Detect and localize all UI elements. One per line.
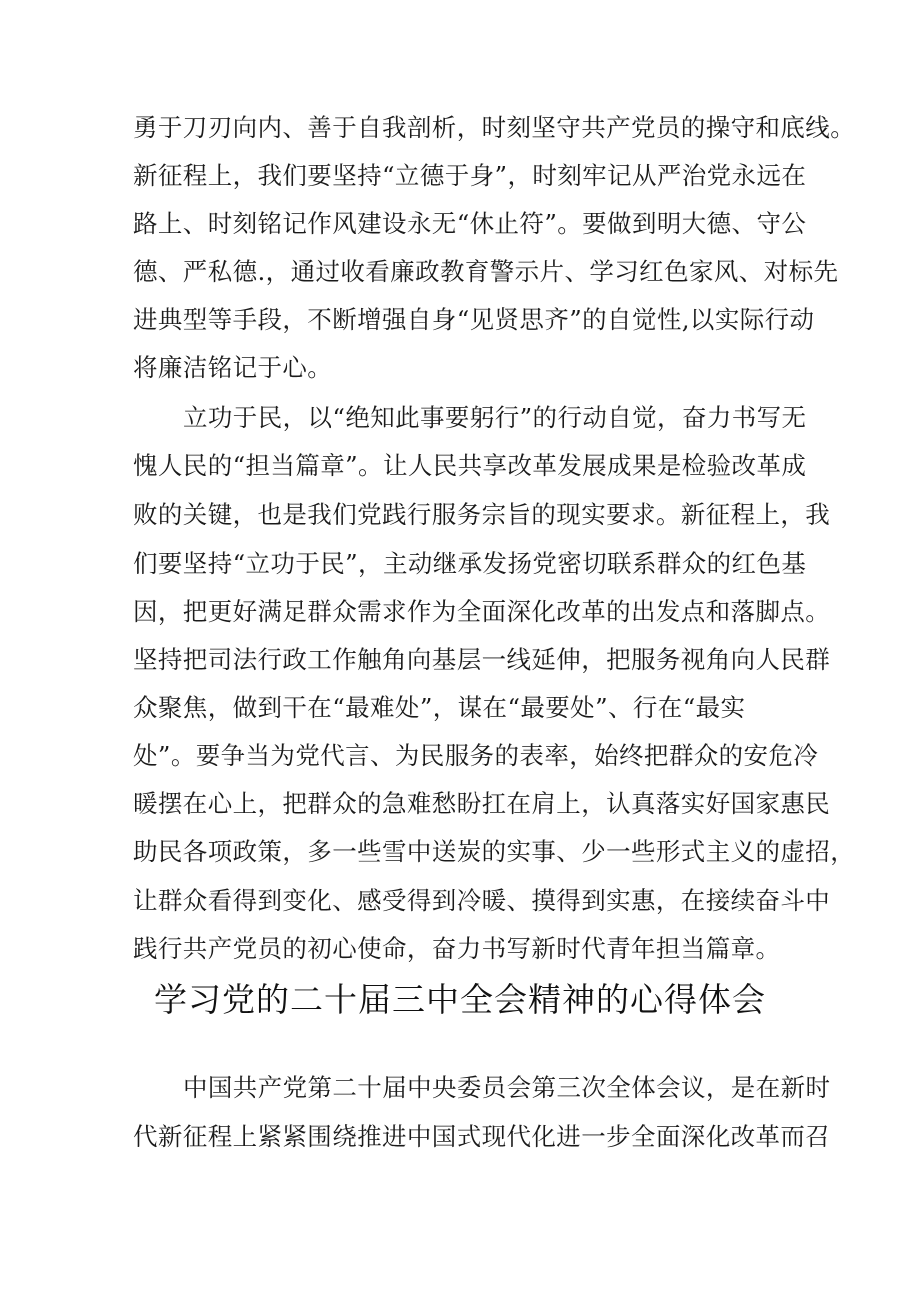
text-line: 中国共产党第二十届中央委员会第三次全体会议，是在新时: [183, 1073, 831, 1102]
text-line: 坚持把司法行政工作触角向基层一线延伸，把服务视角向人民群: [133, 645, 831, 674]
text-line: 将廉洁铭记于心。: [133, 353, 333, 382]
text-line: 立功于民，以“绝知此事要躬行”的行动自觉，奋力书写无: [183, 403, 807, 432]
text-line: 愧人民的“担当篇章”。让人民共享改革发展成果是检验改革成: [133, 451, 807, 480]
text-line: 众聚焦，做到干在“最难处”，谋在“最要处”、行在“最实: [133, 693, 746, 722]
text-line: 处”。要争当为党代言、为民服务的表率，始终把群众的安危冷: [133, 741, 819, 770]
text-line: 因，把更好满足群众需求作为全面深化改革的出发点和落脚点。: [133, 597, 831, 626]
text-line: 路上、时刻铭记作风建设永无“休止符”。要做到明大德、守公: [133, 209, 807, 238]
text-line: 们要坚持“立功于民”，主动继承发扬党密切联系群众的红色基: [133, 549, 807, 578]
text-line: 德、严私德.，通过收看廉政教育警示片、学习红色家风、对标先: [133, 257, 839, 286]
text-line: 代新征程上紧紧围绕推进中国式现代化进一步全面深化改革而召: [133, 1122, 831, 1151]
text-line: 践行共产党员的初心使命，奋力书写新时代青年担当篇章。: [133, 934, 781, 963]
text-line: 进典型等手段，不断增强自身“见贤思齐”的自觉性,以实际行动: [133, 305, 815, 334]
text-line: 败的关键，也是我们党践行服务宗旨的现实要求。新征程上，我: [133, 500, 831, 529]
text-line: 勇于刀刃向内、善于自我剖析，时刻坚守共产党员的操守和底线。: [133, 113, 856, 142]
text-line: 让群众看得到变化、感受得到冷暖、摸得到实惠，在接续奋斗中: [133, 886, 831, 915]
article-title: 学习党的二十届三中全会精神的心得体会: [154, 980, 766, 1019]
text-line: 新征程上，我们要坚持“立德于身”，时刻牢记从严治党永远在: [133, 161, 807, 190]
text-line: 暖摆在心上，把群众的急难愁盼扛在肩上，认真落实好国家惠民: [133, 789, 831, 818]
text-line: 助民各项政策，多一些雪中送炭的实事、少一些形式主义的虚招，: [133, 837, 856, 866]
